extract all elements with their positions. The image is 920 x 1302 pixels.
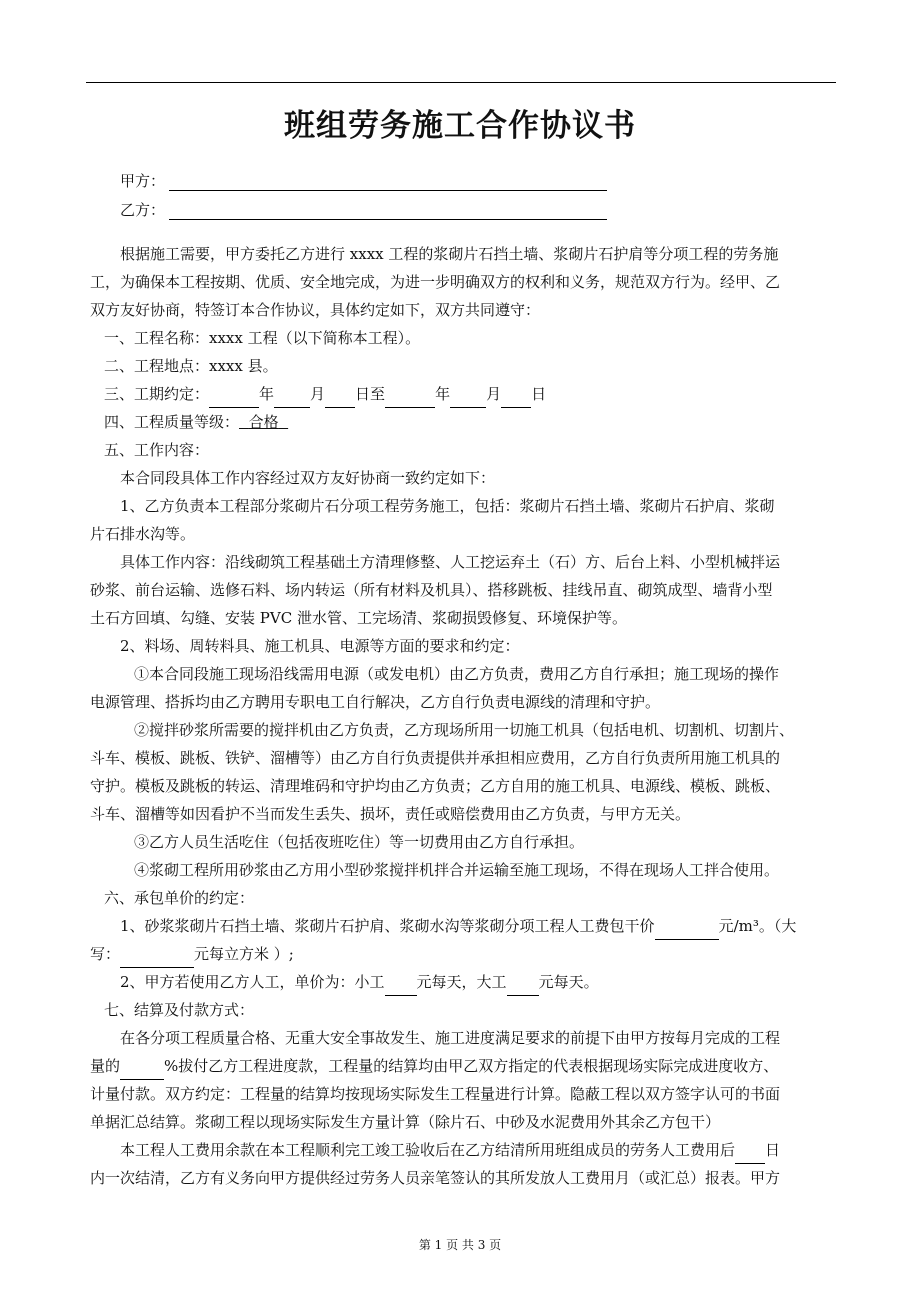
settlement-days-blank[interactable] [735, 1145, 765, 1164]
year-text: 年 [435, 385, 451, 403]
paragraph-line: 工，为确保本工程按期、优质、安全地完成，为进一步明确双方的权利和义务，规范双方行为。经甲、乙 [90, 273, 781, 291]
quality-value-text: 合格 [248, 413, 279, 431]
page-footer: 第 1 页 共 3 页 [418, 1238, 502, 1252]
unit-price-caps-blank[interactable] [120, 949, 194, 968]
pay2-text: 本工程人工费用余款在本工程顺利完工竣工验收后在乙方结清所用班组成员的劳务人工费用后 [120, 1141, 736, 1159]
pay2-unit: 日 [765, 1141, 781, 1159]
paragraph-line: ①本合同段施工现场沿线需用电源（或发电机）由乙方负责，费用乙方自行承担；施工现场的操作 [134, 665, 780, 683]
paragraph-line: 根据施工需要，甲方委托乙方进行 xxxx 工程的浆砌片石挡土墙、浆砌片石护肩等分项工程的劳务施 [120, 245, 779, 263]
quality-label: 四、工程质量等级： [104, 413, 240, 431]
start-day-blank[interactable] [325, 389, 355, 408]
unit-price-blank[interactable] [655, 921, 719, 940]
paragraph-line: 片石排水沟等。 [90, 525, 196, 543]
price-line-2 [90, 940, 294, 968]
paragraph-line: 内一次结清，乙方有义务向甲方提供经过劳务人员亲笔签认的其所发放人工费用月（或汇总）报表。甲方 [90, 1169, 781, 1187]
paragraph-line: 双方友好协商，特签订本合作协议，具体约定如下，双方共同遵守： [90, 301, 541, 319]
price2-text: 2、甲方若使用乙方人工，单价为：小工 [120, 973, 385, 991]
paragraph-line: 1、乙方负责本工程部分浆砌片石分项工程劳务施工，包括：浆砌片石挡土墙、浆砌片石护肩、浆砌 [120, 497, 775, 515]
day-text: 日 [531, 385, 547, 403]
section-heading: 六、承包单价的约定： [104, 889, 255, 907]
paragraph-line: 在各分项工程质量合格、无重大安全事故发生、施工进度满足要求的前提下由甲方按每月完成的工程 [120, 1029, 781, 1047]
price1-caps-label: 写： [90, 945, 121, 963]
month-text: 月 [310, 385, 326, 403]
paragraph-line: 电源管理、搭拆均由乙方聘用专职电工自行解决，乙方自行负责电源线的清理和守护。 [90, 693, 661, 711]
skilled-rate-blank[interactable] [507, 977, 539, 996]
schedule-label: 三、工期约定： [104, 385, 210, 403]
price-line-3 [120, 968, 599, 996]
paragraph-line: 具体工作内容：沿线砌筑工程基础土方清理修整、人工挖运弃土（石）方、后台上料、小型机械拌运 [120, 553, 781, 571]
end-day-blank[interactable] [501, 389, 531, 408]
paragraph-line: ④浆砌工程所用砂浆由乙方用小型砂浆搅拌机拌合并运输至施工现场，不得在现场人工拌合使用。 [134, 861, 780, 879]
laborer-rate-blank[interactable] [385, 977, 417, 996]
price1-text: 1、砂浆浆砌片石挡土墙、浆砌片石护肩、浆砌水沟等浆砌分项工程人工费包干价 [120, 917, 655, 935]
year-text: 年 [259, 385, 275, 403]
paragraph-line: 砂浆、前台运输、选修石料、场内转运（所有材料及机具）、搭移跳板、挂线吊直、砌筑成型、墙背小型 [90, 581, 773, 599]
end-month-blank[interactable] [450, 389, 486, 408]
price2-mid: 元每天，大工 [416, 973, 507, 991]
party-b-label: 乙方： [120, 201, 166, 219]
party-a-blank[interactable] [169, 174, 607, 191]
pay1-rest: %拔付乙方工程进度款，工程量的结算均由甲乙双方指定的代表根据现场实际完成进度收方、 [164, 1057, 779, 1075]
party-b-row [120, 199, 607, 220]
paragraph-line: 斗车、溜槽等如因看护不当而发生丢失、损坏，责任或赔偿费用由乙方负责，与甲方无关。 [90, 805, 691, 823]
paragraph-line: ③乙方人员生活吃住（包括夜班吃住）等一切费用由乙方自行承担。 [134, 833, 585, 851]
quality-value [239, 413, 288, 431]
paragraph-line: 土石方回填、勾缝、安装 PVC 泄水管、工完场清、浆砌损毁修复、环境保护等。 [90, 609, 627, 627]
payment-line [90, 1052, 778, 1080]
day-text: 日至 [355, 385, 386, 403]
month-text: 月 [486, 385, 502, 403]
price1-caps-unit: 元每立方米 ）; [194, 945, 294, 963]
end-year-blank[interactable] [385, 389, 435, 408]
section-heading: 二、工程地点：xxxx 县。 [104, 357, 278, 375]
top-rule [86, 82, 836, 83]
party-a-row [120, 170, 607, 191]
document-title: 班组劳务施工合作协议书 [284, 108, 636, 144]
payment-percent-blank[interactable] [120, 1061, 164, 1080]
section-heading: 七、结算及付款方式： [104, 1001, 255, 1019]
section-heading: 一、工程名称：xxxx 工程（以下简称本工程）。 [104, 329, 421, 347]
party-a-label: 甲方： [120, 172, 166, 190]
start-month-blank[interactable] [274, 389, 310, 408]
paragraph-line: 本合同段具体工作内容经过双方友好协商一致约定如下： [120, 469, 496, 487]
section-heading: 五、工作内容： [104, 441, 210, 459]
price-line-1 [120, 912, 796, 940]
paragraph-line: 斗车、模板、跳板、铁铲、溜槽等）由乙方自行负责提供并承担相应费用，乙方自行负责所用施工机具的 [90, 749, 781, 767]
price1-unit: 元/m³。（大 [718, 917, 797, 935]
paragraph-line: 守护。模板及跳板的转运、清理堆码和守护均由乙方负责；乙方自用的施工机具、电源线、模板、跳板、 [90, 777, 781, 795]
pay1-text: 量的 [90, 1057, 121, 1075]
paragraph-line: 计量付款。双方约定：工程量的结算均按现场实际发生工程量进行计算。隐蔽工程以双方签字认可的书面 [90, 1085, 781, 1103]
payment-line-2 [120, 1136, 780, 1164]
paragraph-line: ②搅拌砂浆所需要的搅拌机由乙方负责，乙方现场所用一切施工机具（包括电机、切割机、切割片、 [134, 721, 795, 739]
start-year-blank[interactable] [209, 389, 259, 408]
paragraph-line: 2、料场、周转料具、施工机具、电源等方面的要求和约定： [120, 637, 520, 655]
schedule-row [104, 380, 546, 408]
party-b-blank[interactable] [169, 203, 607, 220]
paragraph-line: 单据汇总结算。浆砌工程以现场实际发生方量计算（除片石、中砂及水泥费用外其余乙方包干） [90, 1113, 721, 1131]
price2-end: 元每天。 [538, 973, 599, 991]
quality-row [104, 408, 288, 436]
